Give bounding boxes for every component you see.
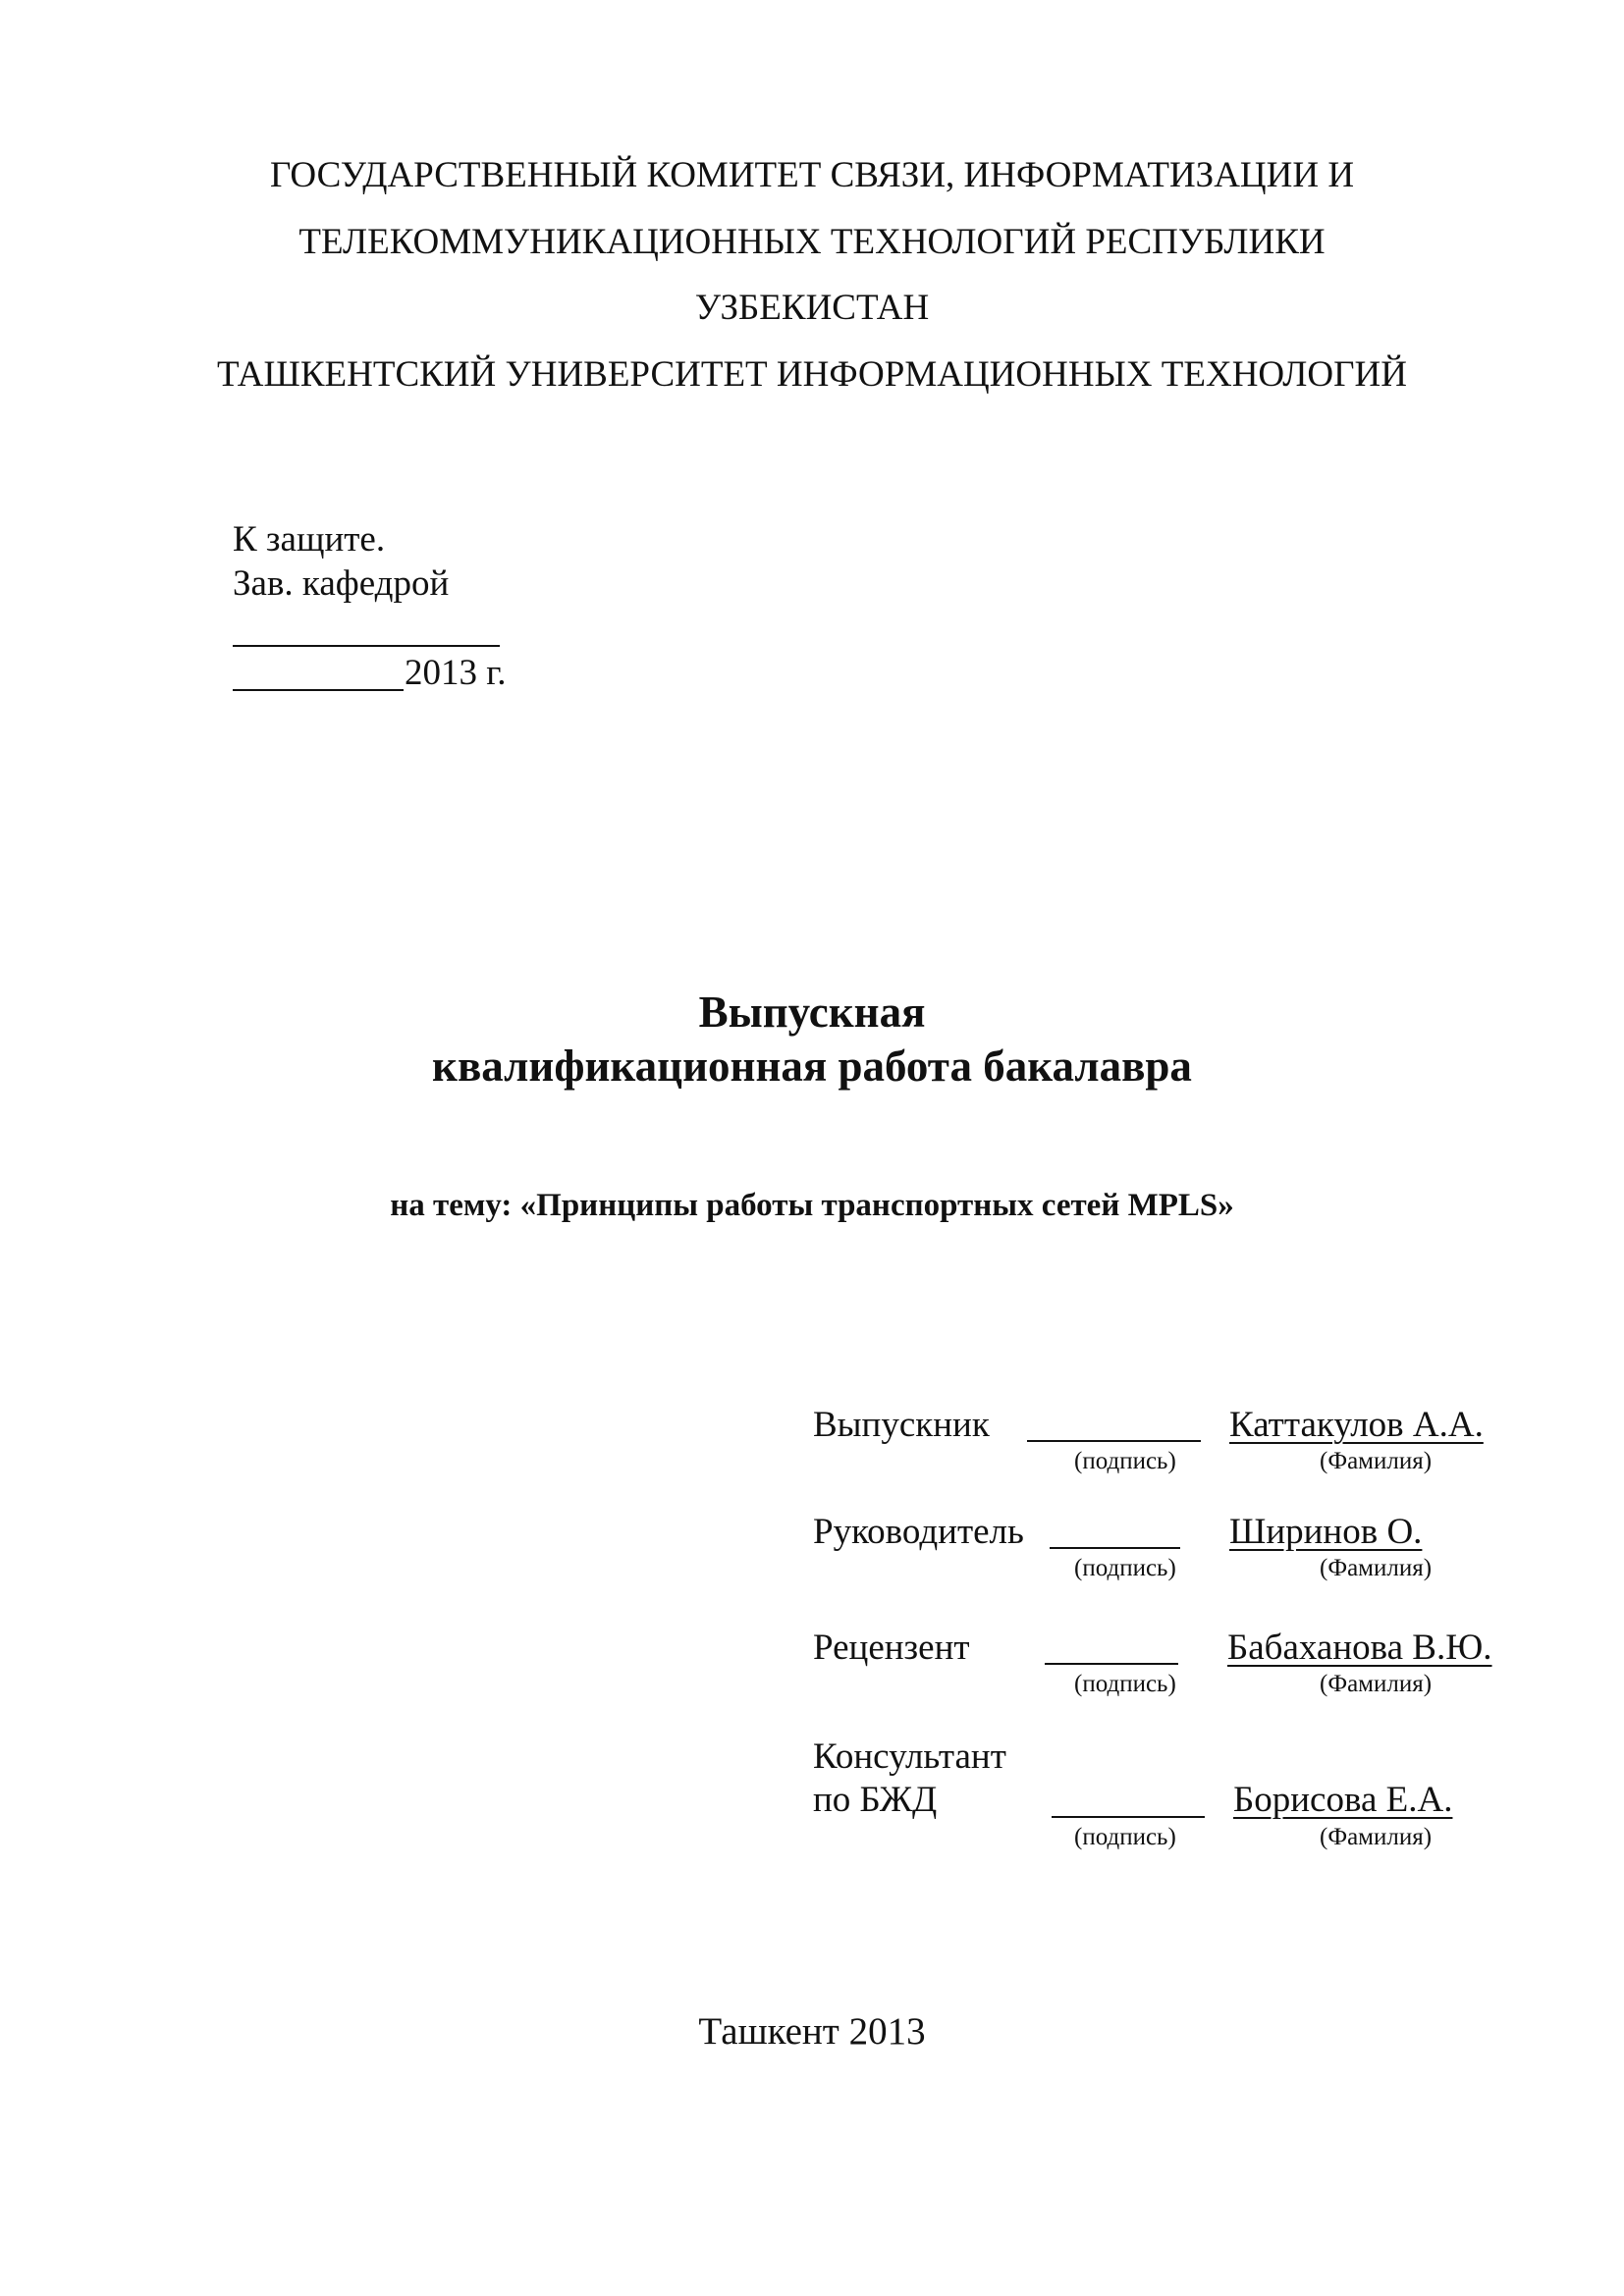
approval-date-suffix: 2013 г.: [405, 653, 507, 693]
approval-signature-line: [233, 645, 500, 647]
approval-line-2: Зав. кафедрой: [233, 563, 450, 604]
name-consultant: Борисова Е.А.: [1233, 1780, 1453, 1820]
city-year: Ташкент 2013: [698, 2010, 926, 2053]
caption-signature-supervisor: (подпись): [1074, 1555, 1176, 1581]
header-line-4: ТАШКЕНТСКИЙ УНИВЕРСИТЕТ ИНФОРМАЦИОННЫХ ТЕХНОЛОГИЙ: [217, 354, 1407, 395]
approval-date-line: [233, 689, 404, 691]
role-reviewer: Рецензент: [813, 1628, 970, 1668]
caption-surname-consultant: (Фамилия): [1320, 1824, 1433, 1850]
role-graduate: Выпускник: [813, 1405, 990, 1445]
caption-surname-graduate: (Фамилия): [1320, 1448, 1433, 1474]
signature-line-graduate: [1027, 1440, 1201, 1442]
title-line-1: Выпускная: [698, 988, 926, 1037]
role-consultant-line-2: по БЖД: [813, 1780, 938, 1820]
thesis-topic: на тему: «Принципы работы транспортных сетей MPLS»: [390, 1188, 1234, 1223]
approval-line-1: К защите.: [233, 519, 386, 560]
signature-line-consultant: [1052, 1816, 1205, 1818]
caption-surname-supervisor: (Фамилия): [1320, 1555, 1433, 1581]
name-supervisor: Ширинов О.: [1229, 1512, 1423, 1552]
header-line-1: ГОСУДАРСТВЕННЫЙ КОМИТЕТ СВЯЗИ, ИНФОРМАТИЗАЦИИ И: [269, 155, 1355, 195]
caption-surname-reviewer: (Фамилия): [1320, 1671, 1433, 1697]
header-line-2: ТЕЛЕКОММУНИКАЦИОННЫХ ТЕХНОЛОГИЙ РЕСПУБЛИКИ: [298, 222, 1326, 262]
signature-line-supervisor: [1050, 1547, 1180, 1549]
role-supervisor: Руководитель: [813, 1512, 1024, 1552]
name-graduate: Каттакулов А.А.: [1229, 1405, 1484, 1445]
caption-signature-consultant: (подпись): [1074, 1824, 1176, 1850]
caption-signature-reviewer: (подпись): [1074, 1671, 1176, 1697]
signature-line-reviewer: [1045, 1663, 1178, 1665]
caption-signature-graduate: (подпись): [1074, 1448, 1176, 1474]
header-line-3: УЗБЕКИСТАН: [694, 288, 930, 328]
role-consultant-line-1: Консультант: [813, 1736, 1006, 1777]
title-line-2: квалификационная работа бакалавра: [432, 1041, 1192, 1091]
name-reviewer: Бабаханова В.Ю.: [1227, 1628, 1492, 1668]
